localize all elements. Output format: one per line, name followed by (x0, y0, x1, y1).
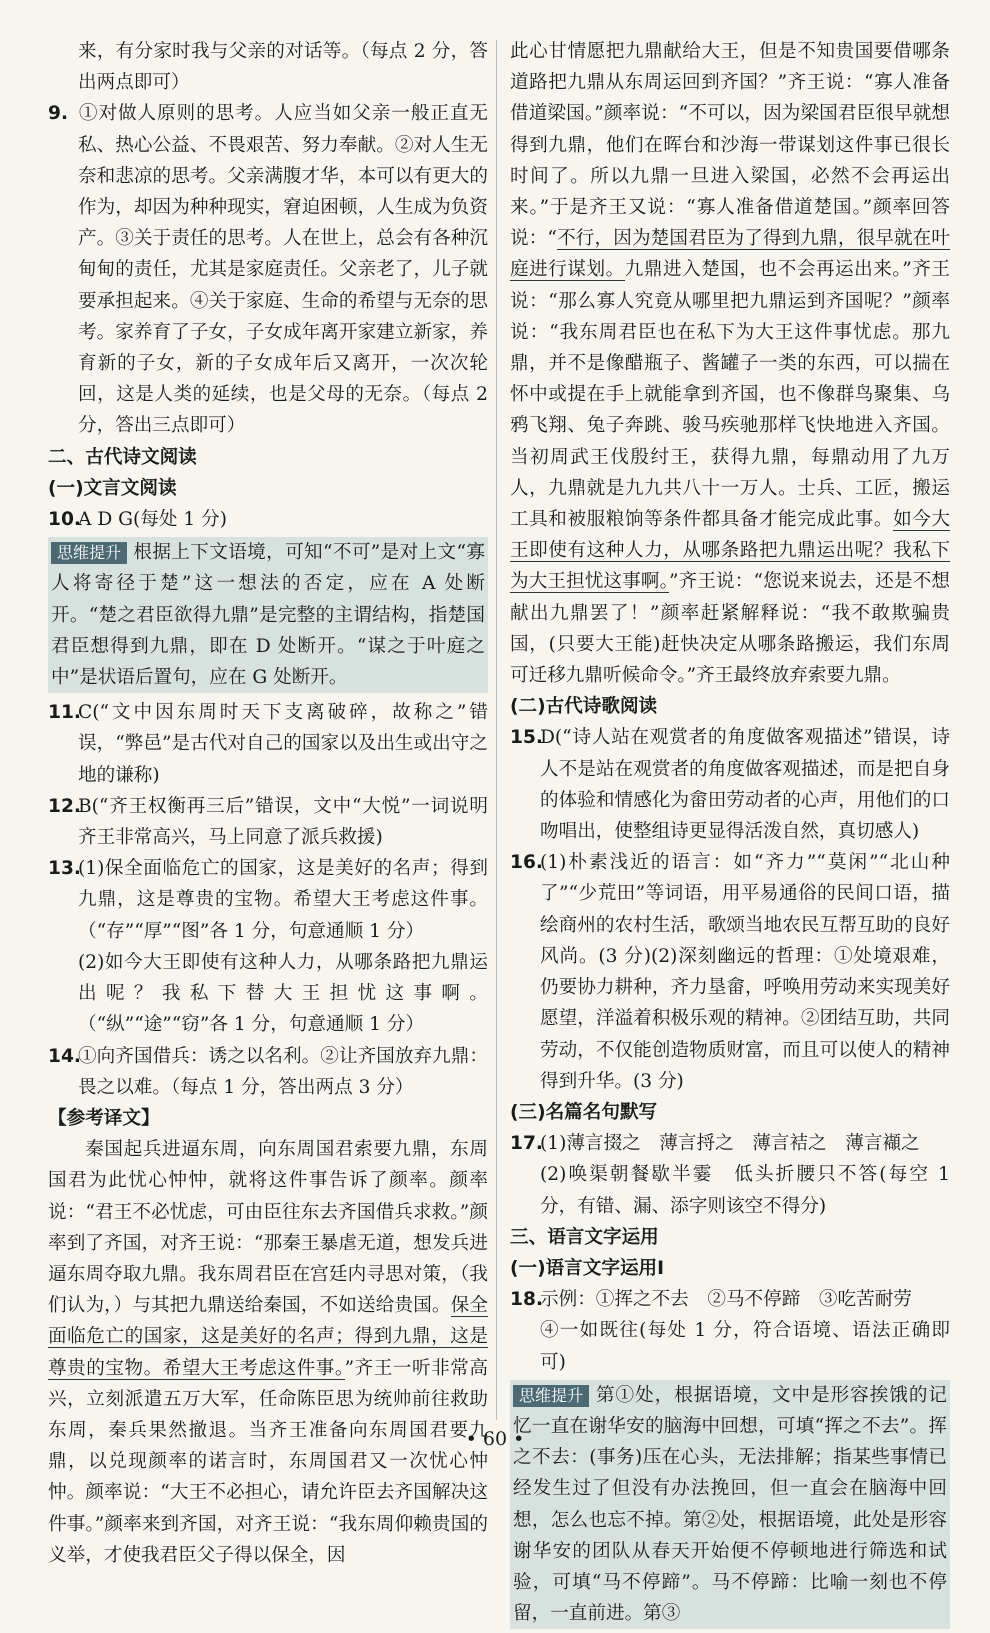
question-11 (48, 697, 488, 791)
question-number: 10. (48, 509, 81, 531)
thinking-box-q10 (48, 537, 488, 693)
question-18-part-2: ④一如既往(每处 1 分，符合语境、语法正确即可) (540, 1320, 950, 1373)
question-number: 17. (510, 1133, 543, 1155)
answer-text: (1)保全面临危亡的国家，这是美好的名声；得到九鼎，这是尊贵的宝物。希望大王考虑这件事。（“存”“厚”“图”各 1 分，句意通顺 1 分） (78, 858, 488, 942)
page-number: • 60 • (465, 1428, 525, 1450)
section-heading-classical: 二、古代诗文阅读 (48, 446, 197, 468)
question-number: 12. (48, 795, 81, 817)
answer-text: (1)朴素浅近的语言：如“齐力”“莫闲”“北山种了”“少荒田”等词语，用平易通俗的民间口语，描绘商州的农村生活，歌颂当地农民互帮互助的良好风尚。(3 分)(2)深刻幽远的哲理：①处境艰难，仍要协力耕种，齐力垦畲，呼唤用劳动来实现美好愿望，洋溢着积极乐观的精神。②团结互助，共同劳动，不仅能创造物质财富，而且可以使人的精神得到升华。(3 分) (540, 852, 950, 1092)
thinking-tag: 思维提升 (513, 1385, 589, 1407)
column-divider (496, 40, 497, 1420)
reference-translation-text: 秦国起兵进逼东周，向东周国君索要九鼎，东周国君为此忧心忡忡，就将这件事告诉了颜率。颜率说：“君王不必忧虑，可由臣往东去齐国借兵求救。”颜率到了齐国，对齐王说：“那秦王暴虐无道，想发兵进逼东周夺取九鼎。我东周君臣在宫廷内寻思对策，（我们认为，）与其把九鼎送给秦国，不如送给贵国。保全面临危亡的国家，这是美好的名声；得到九鼎，这是尊贵的宝物。希望大王考虑这件事。”齐王一听非常高兴，立刻派遣五万大军，任命陈臣思为统帅前往救助东周，秦兵果然撤退。当齐王准备向东周国君要九鼎，以兑现颜率的诺言时，东周国君又一次忧心忡忡。颜率说：“大王不必担心，请允许臣去齐国解决这件事。”颜率来到齐国，对齐王说：“我东周仰赖贵国的义举，才使我君臣父子得以保全，因 (48, 1139, 488, 1566)
question-number: 15. (510, 727, 543, 749)
subsection-heading-prose: (一)文言文阅读 (48, 477, 177, 499)
question-15 (510, 722, 950, 847)
question-number: 16. (510, 852, 543, 874)
question-9 (48, 98, 488, 441)
reference-translation-continued: 此心甘情愿把九鼎献给大王，但是不知贵国要借哪条道路把九鼎从东周运回到齐国？”齐王说：“寡人准备借道梁国。”颜率说：“不可以，因为梁国君臣很早就想得到九鼎，他们在晖台和沙海一带谋划这件事已很长时间了。所以九鼎一旦进入梁国，必然不会再运出来。”于是齐王又说：“寡人准备借道楚国。”颜率回答说：“不行，因为楚国君臣为了得到九鼎，很早就在叶庭进行谋划。九鼎进入楚国，也不会再运出来。”齐王说：“那么寡人究竟从哪里把九鼎运到齐国呢？”颜率说：“我东周君臣也在私下为大王这件事忧虑。那九鼎，并不是像醋瓶子、酱罐子一类的东西，可以揣在怀中或提在手上就能拿到齐国，也不像群鸟聚集、乌鸦飞翔、兔子奔跳、骏马疾驰那样飞快地进入齐国。当初周武王伐殷纣王，获得九鼎，每鼎动用了九万人，九鼎就是九九共八十一万人。士兵、工匠，搬运工具和被服粮饷等条件都具备才能完成此事。如今大王即使有这种人力，从哪条路把九鼎运出呢？我私下为大王担忧这事啊。”齐王说：“您说来说去，还是不想献出九鼎罢了！”颜率赶紧解释说：“我不敢欺骗贵国，(只要大王能)赶快决定从哪条路搬运，我们东周可迁移九鼎听候命令。”齐王最终放弃索要九鼎。 (510, 41, 950, 687)
section-heading-language: 三、语言文字运用 (510, 1226, 659, 1248)
subsection-heading-poetry: (二)古代诗歌阅读 (510, 696, 658, 718)
underlined-sentence: 如今大王即使有这种人力，从哪条路把九鼎运出呢？我私下为大王担忧这事啊。 (510, 509, 950, 593)
question-number: 13. (48, 858, 81, 880)
thinking-text: 第①处，根据语境，文中是形容挨饿的记忆一直在谢华安的脑海中回想，可填“挥之不去”。挥之不去：(事务)压在心头，无法排解；指某些事情已经发生过了但没有办法挽回，但一直会在脑海中回想，怎么也忘不掉。第②处，根据语境，此处是形容谢华安的团队从春天开始便不停顿地进行筛选和试验，可填“马不停蹄”。马不停蹄：比喻一刻也不停留，一直前进。第③ (513, 1384, 947, 1625)
question-number: 18. (510, 1289, 543, 1311)
thinking-tag: 思维提升 (51, 542, 127, 564)
question-number: 11. (48, 702, 81, 724)
thinking-box-q18 (510, 1380, 950, 1630)
question-number: 14. (48, 1045, 81, 1067)
question-12 (48, 791, 488, 853)
question-13 (48, 853, 488, 947)
thinking-text: 根据上下文语境，可知“不可”是对上文“寡人将寄径于楚”这一想法的否定，应在 A 处断开。“楚之君臣欲得九鼎”是完整的主谓结构，指楚国君臣想得到九鼎，即在 D 处断开。“谋之于叶庭之中”是状语后置句，应在 G 处断开。 (51, 542, 485, 689)
answer-text: (1)薄言掇之 薄言捋之 薄言袺之 薄言襭之 (540, 1133, 920, 1155)
question-17 (510, 1128, 950, 1159)
answer-text: C(“文中因东周时天下支离破碎，故称之”错误，“弊邑”是古代对自己的国家以及出生或出守之地的谦称) (78, 702, 488, 786)
subsection-heading-language-1: (一)语言文字运用Ⅰ (510, 1257, 665, 1279)
answer-text: ①向齐国借兵：诱之以名利。②让齐国放弃九鼎：畏之以难。（每点 1 分，答出两点 3 分） (78, 1045, 488, 1098)
underlined-sentence: 不行，因为楚国君臣为了得到九鼎，很早就在叶庭进行谋划。 (510, 228, 950, 281)
question-10 (48, 504, 488, 535)
question-16 (510, 847, 950, 1097)
answer-text: 示例：①挥之不去 ②马不停蹄 ③吃苦耐劳 (540, 1289, 912, 1311)
reference-translation-title: 【参考译文】 (48, 1107, 160, 1129)
left-column (48, 36, 488, 1571)
answer-text: D(“诗人站在观赏者的角度做客观描述”错误，诗人不是站在观赏者的角度做客观描述，而是把自身的体验和情感化为畲田劳动者的心声，用他们的口吻唱出，使整组诗更显得活泼自然，真切感人) (540, 727, 950, 843)
q8-continuation: 来，有分家时我与父亲的对话等。（每点 2 分，答出两点即可） (78, 41, 488, 94)
answer-text: A D G(每处 1 分) (78, 509, 227, 531)
underlined-sentence: 保全面临危亡的国家，这是美好的名声；得到九鼎，这是尊贵的宝物。希望大王考虑这件事。 (48, 1295, 488, 1379)
right-column (510, 36, 950, 1633)
answer-text: ①对做人原则的思考。人应当如父亲一般正直无私、热心公益、不畏艰苦、努力奉献。②对人生无奈和悲凉的思考。父亲满腹才华，本可以有更大的作为，却因为种种现实，窘迫困顿，人生成为负资产。③关于责任的思考。人在世上，总会有各种沉甸甸的责任，尤其是家庭责任。父亲老了，儿子就要承担起来。④关于家庭、生命的希望与无奈的思考。家养育了子女，子女成年离开家建立新家，养育新的子女，新的子女成年后又离开，一次次轮回，这是人类的延续，也是父母的无奈。（每点 2 分，答出三点即可） (78, 103, 488, 437)
answer-text: B(“齐王权衡再三后”错误，文中“大悦”一词说明齐王非常高兴，马上同意了派兵救援) (78, 795, 488, 849)
question-14 (48, 1041, 488, 1103)
question-18 (510, 1284, 950, 1315)
question-17-part-2: (2)唤渠朝餐歇半霎 低头折腰只不答(每空 1 分，有错、漏、添字则该空不得分) (540, 1164, 950, 1217)
subsection-heading-recitation: (三)名篇名句默写 (510, 1101, 658, 1123)
question-13-part-2: (2)如今大王即使有这种人力，从哪条路把九鼎运出呢？我私下替大王担忧这事啊。（“纵”“途”“窃”各 1 分，句意通顺 1 分） (78, 951, 488, 1036)
question-number: 9. (48, 103, 69, 125)
